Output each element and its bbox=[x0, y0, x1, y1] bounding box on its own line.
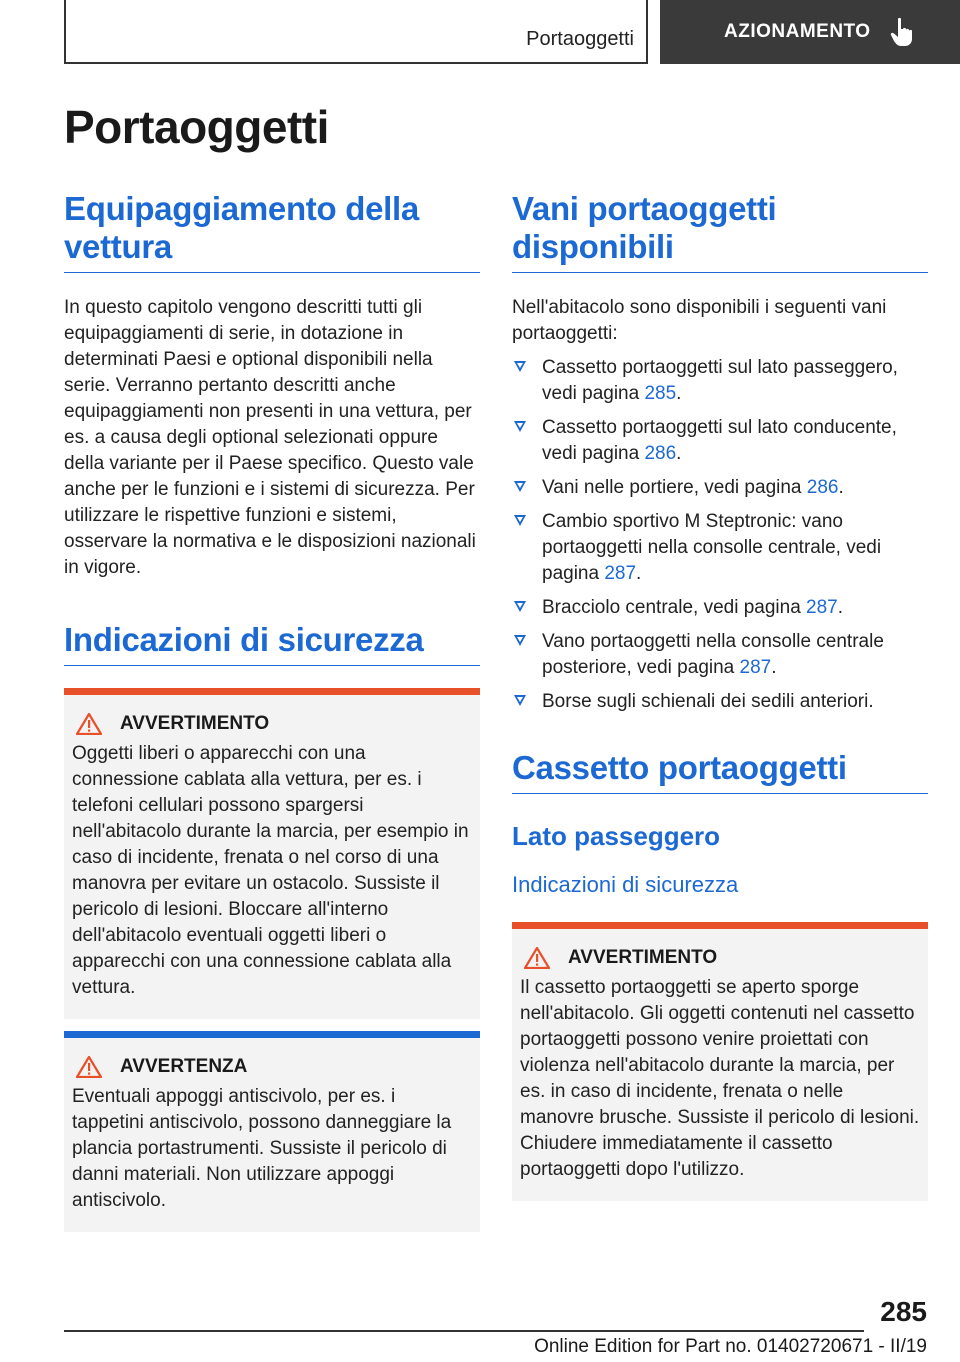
list-item: Bracciolo centrale, vedi pagina 287. bbox=[512, 595, 928, 621]
vani-list bbox=[512, 355, 928, 715]
page-link[interactable]: 285 bbox=[644, 383, 677, 404]
caution-text: Eventuali appoggi antiscivolo, per es. i tappetini antiscivolo, possono danneggiare la plancia portastrumenti. Sussiste il pericolo di danni materiali. Non utilizzare appoggi antiscivolo. bbox=[72, 1086, 452, 1211]
list-item: Cambio sportivo M Steptronic: vano portaoggetti nella consolle centrale, vedi pagina 287. bbox=[512, 509, 928, 587]
page-link[interactable]: 286 bbox=[644, 443, 677, 464]
warning-triangle-icon bbox=[524, 947, 550, 969]
vani-intro: Nell'abitacolo sono disponibili i seguenti vani portaoggetti: bbox=[512, 297, 887, 344]
triangle-bullet-icon bbox=[514, 361, 526, 372]
triangle-bullet-icon bbox=[514, 481, 526, 492]
warning-triangle-icon bbox=[76, 713, 102, 735]
page-link[interactable]: 287 bbox=[739, 657, 772, 678]
caution-title: AVVERTENZA bbox=[120, 1056, 248, 1077]
cassetto-warning-title: AVVERTIMENTO bbox=[568, 947, 718, 968]
vani-heading: Vani portaoggetti disponibili bbox=[512, 190, 928, 273]
header-section-title: Portaoggetti bbox=[526, 28, 634, 50]
equipment-heading: Equipaggiamento della vettura bbox=[64, 190, 480, 273]
list-item: Vani nelle portiere, vedi pagina 286. bbox=[512, 475, 928, 501]
list-item: Vano portaoggetti nella consolle centrale posteriore, vedi pagina 287. bbox=[512, 629, 928, 681]
chapter-label: AZIONAMENTO bbox=[724, 21, 871, 42]
warning-title: AVVERTIMENTO bbox=[120, 713, 270, 734]
warning-triangle-icon bbox=[76, 1056, 102, 1078]
cassetto-warning-box bbox=[512, 922, 928, 1201]
triangle-bullet-icon bbox=[514, 421, 526, 432]
cassetto-heading: Cassetto portaoggetti bbox=[512, 749, 928, 794]
list-item: Cassetto portaoggetti sul lato conducente, vedi pagina 286. bbox=[512, 415, 928, 467]
warning-text: Oggetti liberi o apparecchi con una connessione cablata alla vettura, per es. i telefoni cellulari possono spargersi nell'abitacolo durante la marcia, per esempio in caso di incidente, frenata o nel corso di una manovra per evitare un ostacolo. Sussiste il pericolo di lesioni. Bloccare all'interno dell'abitacolo eventuali oggetti liberi o apparecchi con una connessione cablata alla vettura. bbox=[72, 743, 469, 998]
list-item: Borse sugli schienali dei sedili anteriori. bbox=[512, 689, 928, 715]
right-column bbox=[512, 190, 928, 1201]
header-chapter-tab[interactable] bbox=[660, 0, 960, 64]
safety-heading: Indicazioni di sicurezza bbox=[64, 621, 480, 666]
pointing-hand-icon bbox=[889, 17, 915, 47]
footer-divider bbox=[64, 1330, 864, 1332]
equipment-body: In questo capitolo vengono descritti tutti gli equipaggiamenti di serie, in dotazione in determinati Paesi e optional disponibili nella serie. Verranno pertanto descritti anche equipaggiamenti non presenti in una vettura, per es. a causa degli optional selezionati oppure della variante per il Paese specifico. Questo vale anche per le funzioni e i sistemi di sicurezza. Per utilizzare le rispettive funzioni e sistemi, osservare la normativa e le disposizioni nazionali in vigore. bbox=[64, 297, 476, 578]
footer-edition: Online Edition for Part no. 01402720671 - II/19 bbox=[534, 1336, 927, 1357]
triangle-bullet-icon bbox=[514, 695, 526, 706]
cassetto-warning-text: Il cassetto portaoggetti se aperto sporge nell'abitacolo. Gli oggetti contenuti nel cassetto portaoggetti possono venire proiettati con violenza nell'abitacolo durante la marcia, per es. in caso di incidente, frenata o nelle manovre brusche. Sussiste il pericolo di lesioni. Chiudere immediatamente il cassetto portaoggetti dopo l'utilizzo. bbox=[520, 977, 920, 1180]
page-link[interactable]: 286 bbox=[806, 477, 839, 498]
warning-box bbox=[64, 688, 480, 1019]
cassetto-safety-subheading: Indicazioni di sicurezza bbox=[512, 872, 739, 897]
page-number: 285 bbox=[880, 1296, 927, 1327]
page-title: Portaoggetti bbox=[64, 101, 329, 153]
triangle-bullet-icon bbox=[514, 515, 526, 526]
page-link[interactable]: 287 bbox=[806, 597, 838, 618]
left-column bbox=[64, 190, 480, 1232]
passenger-subheading: Lato passeggero bbox=[512, 821, 721, 851]
triangle-bullet-icon bbox=[514, 635, 526, 646]
list-item: Cassetto portaoggetti sul lato passeggero, vedi pagina 285. bbox=[512, 355, 928, 407]
page-link[interactable]: 287 bbox=[604, 563, 637, 584]
caution-box bbox=[64, 1031, 480, 1232]
triangle-bullet-icon bbox=[514, 601, 526, 612]
